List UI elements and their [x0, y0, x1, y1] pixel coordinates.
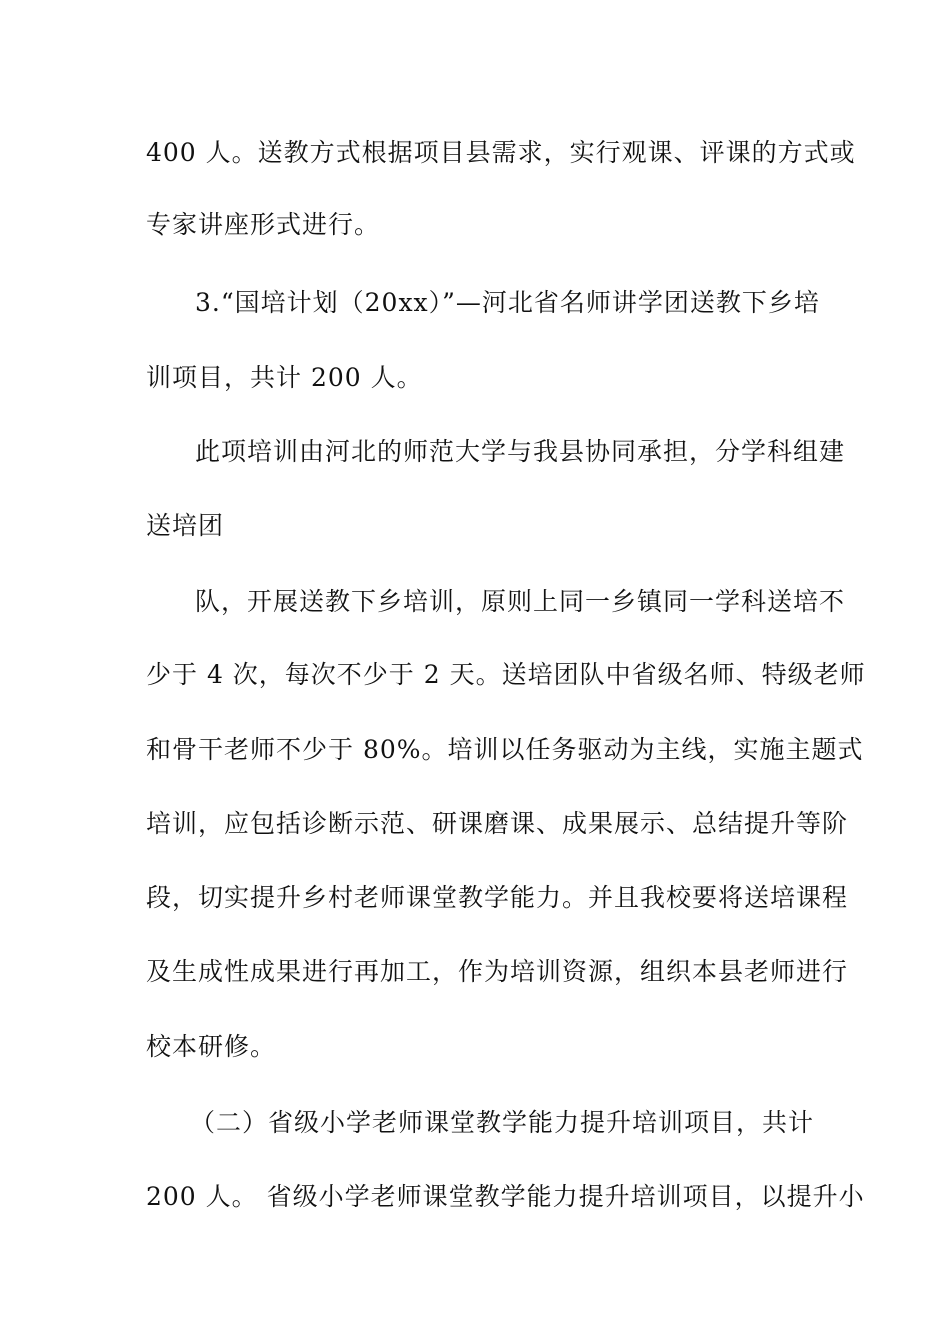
text-line: 400 人。送教方式根据项目县需求，实行观课、评课的方式或: [146, 138, 856, 167]
text-line: （二）省级小学老师课堂教学能力提升培训项目，共计: [190, 1108, 815, 1137]
text-line: 及生成性成果进行再加工，作为培训资源，组织本县老师进行: [146, 957, 849, 986]
text-line: 培训，应包括诊断示范、研课磨课、成果展示、总结提升等阶: [146, 809, 849, 838]
text-line: 训项目，共计 200 人。: [146, 363, 423, 392]
text-line: 200 人。 省级小学老师课堂教学能力提升培训项目，以提升小: [146, 1182, 865, 1211]
text-line: 和骨干老师不少于 80%。培训以任务驱动为主线，实施主题式: [146, 735, 864, 764]
text-line: 少于 4 次，每次不少于 2 天。送培团队中省级名师、特级老师: [146, 660, 866, 689]
text-line: 此项培训由河北的师范大学与我县协同承担，分学科组建: [195, 437, 846, 466]
text-line: 3.“国培计划（20xx）”—河北省名师讲学团送教下乡培: [195, 288, 820, 317]
text-line: 队，开展送教下乡培训，原则上同一乡镇同一学科送培不: [195, 587, 846, 616]
text-line: 送培团: [146, 511, 225, 540]
text-line: 专家讲座形式进行。: [146, 210, 381, 239]
text-line: 段，切实提升乡村老师课堂教学能力。并且我校要将送培课程: [146, 883, 849, 912]
text-line: 校本研修。: [146, 1032, 277, 1061]
